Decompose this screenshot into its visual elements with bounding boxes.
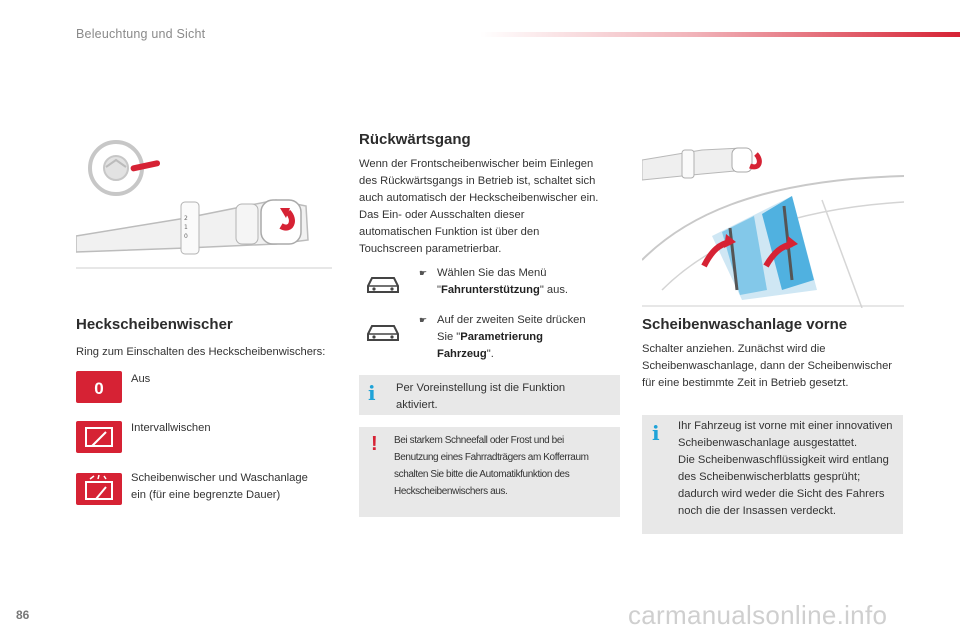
step-2-line2: Sie "Parametrierung	[437, 331, 543, 343]
info-box-default	[359, 375, 620, 415]
wiper-washer-icon	[76, 473, 122, 505]
rear-wiper-stalk-illustration	[76, 140, 332, 272]
info-line: Ihr Fahrzeug ist vorne mit einer innovativen	[678, 420, 893, 432]
paragraph-line: auch automatisch der Heckscheibenwischer ein.	[359, 192, 599, 204]
info-line: Die Scheibenwaschflüssigkeit wird entlang	[678, 454, 889, 466]
watermark: carmanualsonline.info	[628, 600, 888, 630]
legend-washer-label-2: ein (für eine begrenzte Dauer)	[131, 489, 281, 501]
bullet-marker: ☛	[419, 268, 428, 278]
legend-washer-label-1: Scheibenwischer und Waschanlage	[131, 472, 308, 484]
header-accent-bar	[480, 32, 960, 37]
warning-line: Heckscheibenwischers aus.	[394, 486, 508, 497]
info-box-washer	[642, 415, 903, 534]
svg-text:1: 1	[184, 224, 188, 231]
svg-text:2: 2	[184, 215, 188, 222]
warning-line: Benutzung eines Fahrradträgers am Kofferraum	[394, 452, 589, 463]
step-2-line1: Auf der zweiten Seite drücken	[437, 314, 586, 326]
front-washer-heading: Scheibenwaschanlage vorne	[642, 316, 848, 333]
paragraph-line: Wenn der Frontscheibenwischer beim Einlegen	[359, 158, 594, 170]
paragraph-line: für eine bestimmte Zeit in Betrieb gesetzt.	[642, 377, 849, 389]
paragraph-line: des Rückwärtsgangs in Betrieb ist, schaltet sich	[359, 175, 596, 187]
info-icon: i	[652, 421, 660, 445]
page-number: 86	[16, 608, 30, 622]
legend-intermittent-label: Intervallwischen	[131, 422, 211, 434]
front-washer-paragraph	[642, 341, 906, 392]
warning-line: Bei starkem Schneefall oder Frost und bei	[394, 435, 564, 446]
paragraph-line: Scheibenwaschanlage, dann der Scheibenwischer	[642, 360, 893, 372]
car-menu-icon	[364, 320, 402, 344]
step-1-line2: "Fahrunterstützung" aus.	[437, 284, 569, 296]
bullet-marker: ☛	[419, 315, 428, 325]
step-1	[437, 265, 568, 299]
info-line: des Scheibenwischerblatts gesprüht;	[678, 471, 861, 483]
front-washer-illustration	[642, 140, 904, 308]
info-line: noch die der Insassen verdeckt.	[678, 505, 836, 517]
svg-text:0: 0	[184, 233, 188, 240]
warning-box	[359, 427, 620, 517]
paragraph-line: Touchscreen parametrierbar.	[359, 243, 502, 255]
paragraph-line: Schalter anziehen. Zunächst wird die	[642, 343, 826, 355]
rear-wiper-heading: Heckscheibenwischer	[76, 316, 233, 333]
reverse-gear-paragraph	[359, 156, 621, 258]
info-line: aktiviert.	[396, 399, 438, 411]
off-icon	[76, 371, 122, 403]
car-menu-icon	[364, 272, 402, 296]
paragraph-line: automatischen Funktion ist über den	[359, 226, 540, 238]
step-2-line3: Fahrzeug".	[437, 348, 494, 360]
warning-icon: !	[371, 433, 378, 455]
warning-text	[394, 432, 589, 500]
step-2	[437, 312, 586, 363]
info-line: Per Voreinstellung ist die Funktion	[396, 382, 566, 394]
rear-wiper-intro: Ring zum Einschalten des Heckscheibenwischers:	[76, 346, 326, 358]
reverse-gear-heading: Rückwärtsgang	[359, 131, 471, 148]
info-text	[678, 418, 893, 520]
warning-line: schalten Sie bitte die Automatikfunktion des	[394, 469, 570, 480]
info-text	[396, 380, 565, 414]
info-line: dadurch wird weder die Sicht des Fahrers	[678, 488, 885, 500]
paragraph-line: Das Ein- oder Ausschalten dieser	[359, 209, 525, 221]
intermittent-wipe-icon	[76, 421, 122, 453]
legend-off-label: Aus	[131, 373, 151, 385]
step-1-line1: Wählen Sie das Menü	[437, 267, 547, 279]
info-icon: i	[368, 381, 376, 405]
section-title: Beleuchtung und Sicht	[76, 27, 206, 41]
svg-text:0: 0	[94, 379, 104, 398]
info-line: Scheibenwaschanlage ausgestattet.	[678, 437, 858, 449]
